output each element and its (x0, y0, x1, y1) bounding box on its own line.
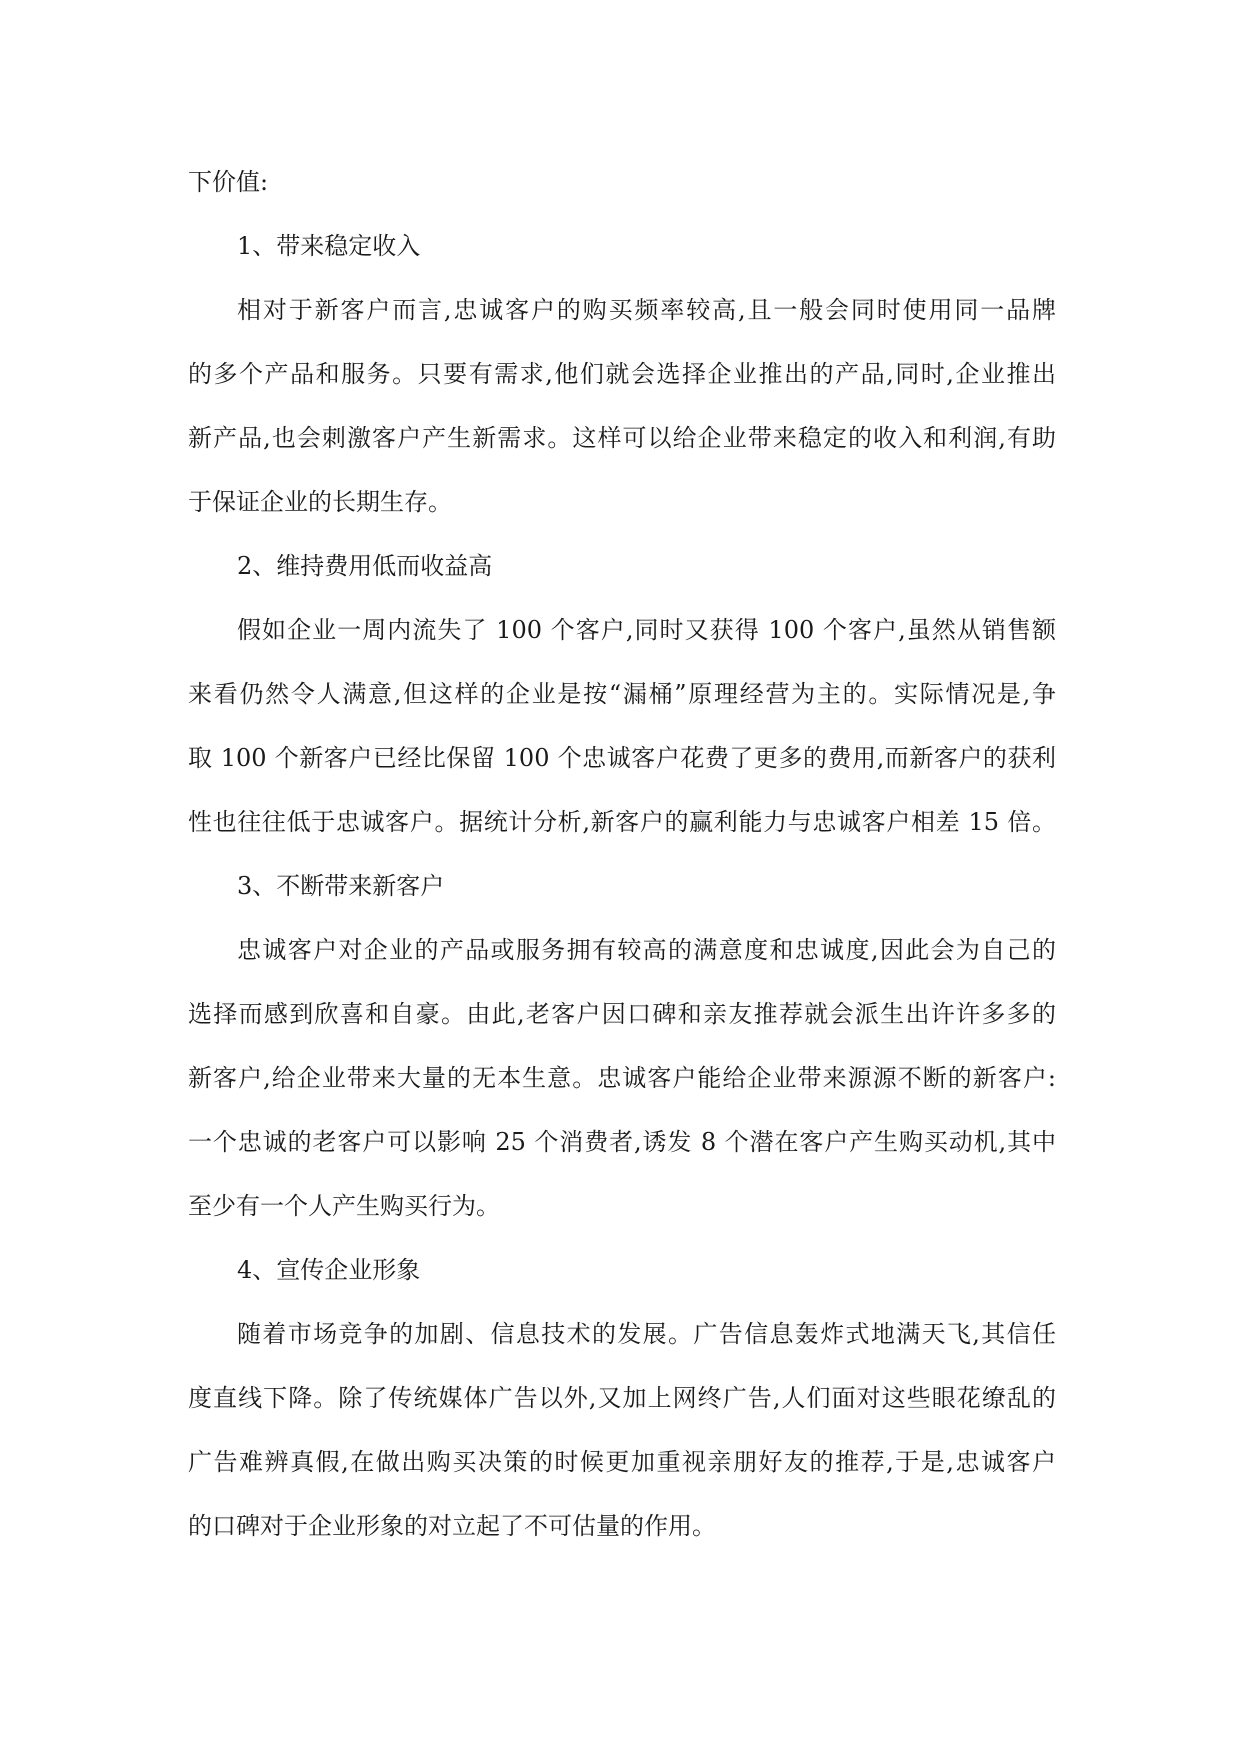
section-heading: 1、带来稳定收入 (237, 232, 421, 260)
text-line: 选择而感到欣喜和自豪。由此,老客户因口碑和亲友推荐就会派生出许许多多的 (188, 1000, 1056, 1028)
paragraph-first-line: 假如企业一周内流失了 100 个客户,同时又获得 100 个客户,虽然从销售额 (237, 616, 1056, 644)
section-heading: 2、维持费用低而收益高 (237, 552, 493, 580)
text-line: 新客户,给企业带来大量的无本生意。忠诚客户能给企业带来源源不断的新客户: (188, 1064, 1056, 1092)
section-heading: 4、宣传企业形象 (237, 1256, 421, 1284)
section-heading: 3、不断带来新客户 (237, 872, 445, 900)
paragraph-first-line: 相对于新客户而言,忠诚客户的购买频率较高,且一般会同时使用同一品牌 (237, 296, 1056, 324)
paragraph-first-line: 随着市场竞争的加剧、信息技术的发展。广告信息轰炸式地满天飞,其信任 (237, 1320, 1056, 1348)
text-line: 的口碑对于企业形象的对立起了不可估量的作用。 (188, 1512, 716, 1540)
text-line: 来看仍然令人满意,但这样的企业是按“漏桶”原理经营为主的。实际情况是,争 (188, 680, 1056, 708)
text-line: 于保证企业的长期生存。 (188, 488, 452, 516)
text-line: 新产品,也会刺激客户产生新需求。这样可以给企业带来稳定的收入和利润,有助 (188, 424, 1056, 452)
text-line: 的多个产品和服务。只要有需求,他们就会选择企业推出的产品,同时,企业推出 (188, 360, 1056, 388)
text-line: 取 100 个新客户已经比保留 100 个忠诚客户花费了更多的费用,而新客户的获利 (188, 744, 1056, 772)
text-line: 度直线下降。除了传统媒体广告以外,又加上网终广告,人们面对这些眼花缭乱的 (188, 1384, 1056, 1412)
text-line: 性也往往低于忠诚客户。据统计分析,新客户的赢利能力与忠诚客户相差 15 倍。 (188, 808, 1056, 836)
text-line: 一个忠诚的老客户可以影响 25 个消费者,诱发 8 个潜在客户产生购买动机,其中 (188, 1128, 1056, 1156)
paragraph-first-line: 忠诚客户对企业的产品或服务拥有较高的满意度和忠诚度,因此会为自己的 (237, 936, 1056, 964)
text-line: 至少有一个人产生购买行为。 (188, 1192, 500, 1220)
text-line: 广告难辨真假,在做出购买决策的时候更加重视亲朋好友的推荐,于是,忠诚客户 (188, 1448, 1056, 1476)
document-body (188, 150, 1056, 1558)
text-line: 下价值: (188, 168, 269, 196)
